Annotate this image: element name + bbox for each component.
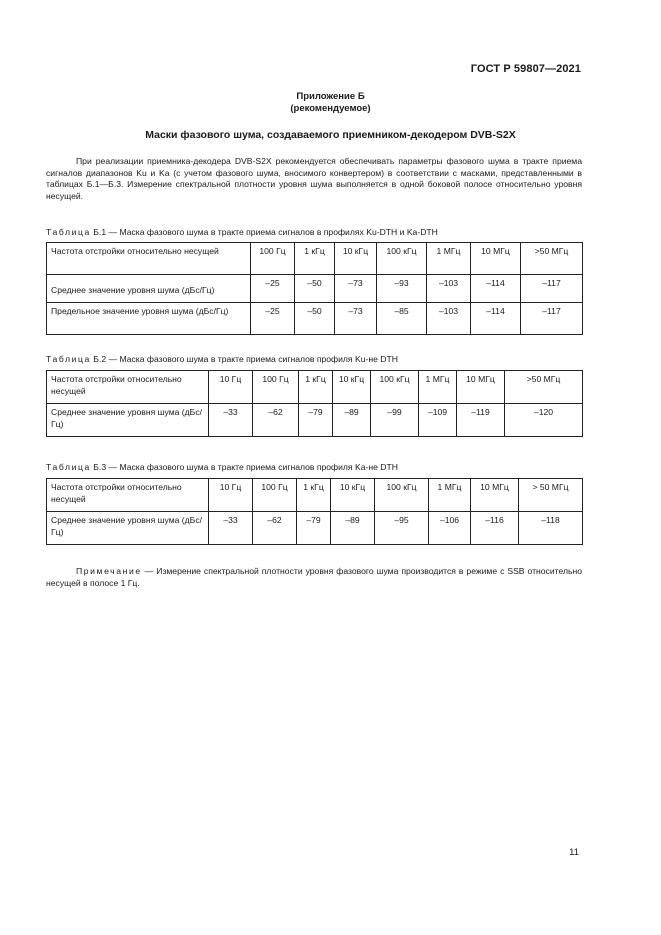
table-b3-col-3: 10 кГц <box>331 479 375 512</box>
standard-number: ГОСТ Р 59807—2021 <box>470 63 581 75</box>
table-b2-col-0: 10 Гц <box>209 371 253 404</box>
table-b1 <box>46 242 583 335</box>
table-row <box>47 303 583 335</box>
table-b2-col-2: 1 кГц <box>299 371 333 404</box>
table-b2-col-3: 10 кГц <box>333 371 371 404</box>
table-b3-header-label: Частота отстройки относительно несущей <box>47 479 209 512</box>
table-b1-col-1: 1 кГц <box>295 243 335 275</box>
table-cell: –114 <box>471 275 521 303</box>
table-cell: –93 <box>377 275 427 303</box>
table-row <box>47 275 583 303</box>
table-cell: –50 <box>295 275 335 303</box>
table-cell: –95 <box>375 512 429 545</box>
table-cell: –79 <box>297 512 331 545</box>
table-b2-col-7: >50 МГц <box>505 371 583 404</box>
table-b1-caption-word: Таблица <box>46 227 91 237</box>
table-b2-col-1: 100 Гц <box>253 371 299 404</box>
table-cell: –89 <box>333 404 371 437</box>
note-paragraph <box>46 565 582 589</box>
annex-heading <box>0 91 661 115</box>
table-cell: –33 <box>209 404 253 437</box>
table-b3-col-4: 100 кГц <box>375 479 429 512</box>
table-cell: –79 <box>299 404 333 437</box>
intro-paragraph: При реализации приемника-декодера DVB-S2X рекомендуется обеспечивать параметры фазового шума в тракте приема сигналов диапазонов Ku и Ka (с учетом фазового шума, вносимого конвертером) в соответствии с масками, представленными в таблицах Б.1—Б.3. Измерение спектральной плотности уровня шума выполняется в одной боковой полосе относительно уровня несущей. <box>46 156 582 201</box>
table-b2-col-5: 1 МГц <box>419 371 457 404</box>
table-row <box>47 512 583 545</box>
table-b3-col-1: 100 Гц <box>253 479 297 512</box>
table-b3-col-7: > 50 МГц <box>519 479 583 512</box>
table-b2-caption-word: Таблица <box>46 354 91 364</box>
table-cell: –89 <box>331 512 375 545</box>
table-b1-col-0: 100 Гц <box>251 243 295 275</box>
table-cell: –103 <box>427 303 471 335</box>
table-cell: –25 <box>251 275 295 303</box>
table-cell: –109 <box>419 404 457 437</box>
annex-status: (рекомендуемое) <box>290 103 371 114</box>
table-cell: –117 <box>521 303 583 335</box>
table-cell: –62 <box>253 512 297 545</box>
table-b1-caption <box>46 227 438 237</box>
table-b3-caption-text: Б.3 — Маска фазового шума в тракте приема сигналов профиля Ka-не DTH <box>90 462 398 472</box>
table-cell: –33 <box>209 512 253 545</box>
table-b1-header-label: Частота отстройки относительно несущей <box>47 243 251 275</box>
table-b1-header-row <box>47 243 583 275</box>
table-b3-col-5: 1 МГц <box>429 479 471 512</box>
table-cell: –85 <box>377 303 427 335</box>
table-cell: –114 <box>471 303 521 335</box>
table-cell: –25 <box>251 303 295 335</box>
annex-title: Приложение Б <box>296 91 365 102</box>
table-b2-col-4: 100 кГц <box>371 371 419 404</box>
table-b3-header-row <box>47 479 583 512</box>
table-cell: –62 <box>253 404 299 437</box>
table-cell: –106 <box>429 512 471 545</box>
table-b1-col-3: 100 кГц <box>377 243 427 275</box>
table-b2-caption <box>46 354 398 364</box>
table-b3-col-6: 10 МГц <box>471 479 519 512</box>
table-cell: –120 <box>505 404 583 437</box>
table-b1-col-5: 10 МГц <box>471 243 521 275</box>
table-cell: –118 <box>519 512 583 545</box>
table-cell: –116 <box>471 512 519 545</box>
table-b1-row-0-label: Среднее значение уровня шума (дБс/Гц) <box>47 275 251 303</box>
table-cell: –50 <box>295 303 335 335</box>
table-b2-col-6: 10 МГц <box>457 371 505 404</box>
table-b3-caption <box>46 462 398 472</box>
table-b1-col-4: 1 МГц <box>427 243 471 275</box>
note-label: Примечание <box>76 566 142 576</box>
table-cell: –73 <box>335 303 377 335</box>
table-b1-row-1-label: Предельное значение уровня шума (дБс/Гц) <box>47 303 251 335</box>
table-cell: –99 <box>371 404 419 437</box>
page-number: 11 <box>569 847 579 858</box>
table-b3-col-2: 1 кГц <box>297 479 331 512</box>
table-b2 <box>46 370 583 437</box>
table-cell: –73 <box>335 275 377 303</box>
table-b3-row-0-label: Среднее значение уровня шума (дБс/Гц) <box>47 512 209 545</box>
table-b2-row-0-label: Среднее значение уровня шума (дБс/Гц) <box>47 404 209 437</box>
table-cell: –119 <box>457 404 505 437</box>
note-text: — Измерение спектральной плотности уровня фазового шума производится в режиме с SSB относительно несущей в полосе 1 Гц. <box>46 566 582 588</box>
table-b1-col-2: 10 кГц <box>335 243 377 275</box>
table-cell: –103 <box>427 275 471 303</box>
table-b3 <box>46 478 583 545</box>
table-b1-col-6: >50 МГц <box>521 243 583 275</box>
table-cell: –117 <box>521 275 583 303</box>
table-b2-header-row <box>47 371 583 404</box>
table-b2-caption-text: Б.2 — Маска фазового шума в тракте приема сигналов профиля Ku-не DTH <box>90 354 398 364</box>
table-b2-header-label: Частота отстройки относительно несущей <box>47 371 209 404</box>
table-row <box>47 404 583 437</box>
table-b1-caption-text: Б.1 — Маска фазового шума в тракте приема сигналов в профилях Ku-DTH и Ka-DTH <box>90 227 438 237</box>
table-b3-col-0: 10 Гц <box>209 479 253 512</box>
annex-main-title: Маски фазового шума, создаваемого приемником-декодером DVB-S2X <box>145 129 516 141</box>
table-b3-caption-word: Таблица <box>46 462 91 472</box>
